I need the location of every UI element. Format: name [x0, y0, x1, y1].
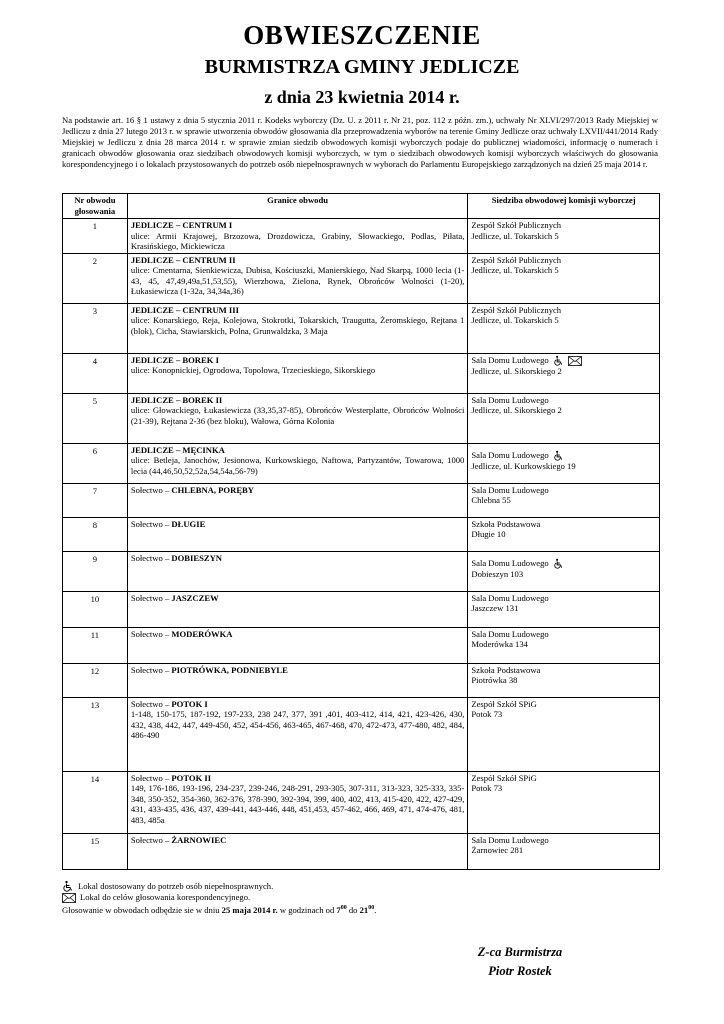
table-row: [63, 219, 660, 254]
seat-name: Zespół Szkół Publicznych: [471, 304, 562, 315]
envelope-icon: [62, 893, 76, 903]
header-boundaries: Granice obwodu: [127, 194, 468, 219]
district-number: 10: [63, 591, 128, 627]
table-row: [63, 627, 660, 663]
district-name: JEDLICZE – CENTRUM II: [130, 254, 236, 265]
wheelchair-icon: [553, 450, 564, 461]
seat-address: Żarnowiec 281: [471, 845, 524, 855]
signature-title: Z-ca Burmistrza: [477, 945, 563, 959]
intro-paragraph: Na podstawie art. 16 § 1 ustawy z dnia 5 stycznia 2011 r. Kodeks wyborczy (Dz. U. z 2011 r. Nr 21, poz. 112 z późn. zm.), uchwały Nr XLVI/297/2013 Rady Miejskiej w Jedliczu z dnia 27 lutego 2013 r. w sprawie utworzenia obwodów głosowania dla przeprowadzenia wyborów na terenie Gminy Jedlicze oraz uchwały LXVII/441/2014 Rady Miejskiej w Jedliczu z dnia 28 marca 2014 r. w sprawie zmian siedzib obwodowych komisji wyborczych podaje do publicznej wiadomości, informację o numerach i granicach obwodów głosowania oraz siedzibach obwodowych komisji wyborczych, w tym o siedzibach obwodowych komisji wyborczych właściwych do głosowania korespondencyjnego i o lokalach przystosowanych do potrzeb osób niepełnosprawnych w wyborach do Parlamentu Europejskiego zarządzonych na dzień 25 maja 2014 r.: [62, 115, 658, 169]
table-row: [63, 393, 660, 443]
district-seat: [468, 353, 660, 393]
seat-address: Jedlicze, ul. Sikorskiego 2: [471, 366, 562, 377]
district-seat: [468, 303, 660, 353]
seat-name: Sala Domu Ludowego: [471, 484, 549, 495]
district-boundaries: [127, 303, 468, 353]
seat-name: Zespół Szkół SPiG: [471, 698, 537, 709]
districts-table: [62, 193, 660, 870]
district-prefix: Sołectwo –: [130, 518, 172, 529]
district-prefix: Sołectwo –: [130, 664, 172, 675]
district-streets: ulice: Armii Krajowej, Brzozowa, Drozdowicza, Grabiny, Słowackiego, Podlas, Piłata, Krasińskiego, Mickiewicza: [130, 230, 465, 251]
table-row: [63, 663, 660, 697]
legend: [62, 880, 376, 916]
district-boundaries: [127, 253, 468, 303]
table-row: [63, 697, 660, 771]
seat-name: Szkoła Podstawowa: [471, 518, 541, 529]
district-boundaries: [127, 663, 468, 697]
seat-address: Długie 10: [471, 529, 506, 539]
seat-name: Sala Domu Ludowego: [471, 354, 549, 365]
district-streets: ulice: Konarskiego, Reja, Kolejowa, Stokrotki, Tokarskich, Traugutta, Żeromskiego, Rejtana 1 (blok), Cicha, Stawiarskich, Polna, Grunwaldzka, 3 Maja: [130, 315, 465, 336]
table-header-row: [63, 194, 660, 219]
wheelchair-icon: [62, 880, 74, 892]
district-prefix: Sołectwo –: [130, 552, 172, 563]
table-row: [63, 353, 660, 393]
district-number: 5: [63, 393, 128, 443]
seat-address: Piotrówka 38: [471, 675, 518, 685]
page-subtitle: BURMISTRZA GMINY JEDLICZE: [204, 56, 520, 78]
time-to: 21: [359, 904, 369, 915]
table-row: [63, 833, 660, 869]
district-name: POTOK I: [171, 698, 208, 709]
district-boundaries: [127, 591, 468, 627]
district-name: JEDLICZE – CENTRUM I: [130, 220, 233, 230]
district-seat: [468, 771, 660, 833]
seat-name: Zespół Szkół Publicznych: [471, 220, 562, 230]
district-streets: ulice: Betleja, Janochów, Jesionowa, Kurkowskiego, Naftowa, Partyzantów, Towarowa, 1000 lecia (44,46,50,52,52a,54,54a,56-79): [130, 455, 465, 476]
seat-address: Dobieszyn 103: [471, 569, 524, 580]
district-boundaries: [127, 219, 468, 254]
seat-address: Jedlicze, ul. Tokarskich 5: [471, 315, 559, 325]
district-seat: [468, 833, 660, 869]
district-number: 3: [63, 303, 128, 353]
table-row: [63, 303, 660, 353]
seat-address: Chlebna 55: [471, 495, 511, 505]
district-seat: [468, 219, 660, 254]
seat-name: Szkoła Podstawowa: [471, 664, 541, 675]
district-seat: [468, 591, 660, 627]
legend-correspondence: [62, 892, 376, 903]
seat-address: Jedlicze, ul. Tokarskich 5: [471, 230, 559, 241]
district-name: JEDLICZE – CENTRUM III: [130, 304, 239, 315]
district-name: JASZCZEW: [171, 592, 219, 603]
district-prefix: Sołectwo –: [130, 592, 172, 603]
district-number: 9: [63, 551, 128, 591]
seat-name: Zespół Szkół SPiG: [471, 772, 537, 783]
voting-info: Głosowanie w obwodach odbędzie sie w dniu 25 maja 2014 r. w godzinach od $7^{00}$ do $21^{00}$.: [62, 904, 377, 915]
table-row: [63, 483, 660, 517]
date-line: z dnia 23 kwietnia 2014 r.: [264, 87, 460, 107]
header-seat: Siedziba obwodowej komisji wyborczej: [468, 194, 660, 219]
district-boundaries: [127, 771, 468, 833]
table-body: [63, 219, 660, 870]
district-seat: [468, 393, 660, 443]
seat-name: Sala Domu Ludowego: [471, 449, 549, 460]
district-name: DŁUGIE: [171, 518, 206, 529]
district-number: 8: [63, 517, 128, 551]
seat-name: Sala Domu Ludowego: [471, 394, 549, 405]
seat-address: Moderówka 134: [471, 639, 528, 649]
legend-accessible-text: Lokal dostosowany do potrzeb osób niepełnosprawnych.: [78, 880, 274, 891]
district-streets: ulice: Konopnickiej, Ogrodowa, Topolowa, Trzecieskiego, Sikorskiego: [130, 365, 376, 375]
district-number: 14: [63, 771, 128, 833]
district-name: POTOK II: [171, 772, 212, 783]
seat-address: Potok 73: [471, 709, 503, 719]
table-row: [63, 551, 660, 591]
district-streets: ulice: Głowackiego, Łukasiewicza (33,35,37-85), Obrońców Westerplatte, Obrońców Wolności (21-39), Rejtana 2-36 (bez bloku), Wałowa, Górna Kolonia: [130, 405, 465, 426]
seat-name: Sala Domu Ludowego: [471, 592, 549, 603]
district-seat: [468, 483, 660, 517]
signature-name: Piotr Rostek: [488, 964, 552, 978]
district-number: 12: [63, 663, 128, 697]
wheelchair-icon: [553, 558, 564, 569]
district-name: JEDLICZE – MĘCINKA: [130, 444, 225, 455]
district-name: ŻARNOWIEC: [171, 834, 227, 845]
district-seat: [468, 697, 660, 771]
district-boundaries: [127, 517, 468, 551]
district-prefix: Sołectwo –: [130, 628, 172, 639]
seat-name: Zespół Szkół Publicznych: [471, 254, 562, 265]
seat-name: Sala Domu Ludowego: [471, 834, 549, 845]
district-number: 1: [63, 219, 128, 254]
district-name: JEDLICZE – BOREK I: [130, 354, 219, 365]
district-seat: [468, 627, 660, 663]
district-name: CHLEBNA, PORĘBY: [171, 484, 254, 495]
district-prefix: Sołectwo –: [130, 772, 172, 783]
district-boundaries: [127, 393, 468, 443]
district-boundaries: [127, 353, 468, 393]
district-streets: 1-148, 150-175, 187-192, 197-233, 238 247, 377, 391 ,401, 403-412, 414, 421, 423-426, 430, 432, 438, 442, 447, 449-450, 452, 454-456, 463-465, 467-468, 470, 472-473, 477-480, 482, 484, 486-490: [130, 709, 465, 740]
district-name: MODERÓWKA: [171, 628, 233, 639]
district-seat: [468, 663, 660, 697]
seat-address: Potok 73: [471, 783, 503, 793]
table-row: [63, 771, 660, 833]
district-number: 4: [63, 353, 128, 393]
district-seat: [468, 517, 660, 551]
district-name: DOBIESZYN: [171, 552, 223, 563]
district-boundaries: [127, 483, 468, 517]
header-nr: Nr obwodu głosowania: [63, 194, 128, 219]
district-streets: ulice: Cmentarna, Sienkiewicza, Dubisa, Kościuszki, Manierskiego, Nad Skarpą, 1000 lecia (1-43, 45, 47,49,49a,51,53,55), Wierzbowa, Zielona, Rynek, Obrońców Wolności (1-20), Łukasiewicza (1-32a, 34,34a,36): [130, 265, 465, 296]
district-boundaries: [127, 833, 468, 869]
district-name: PIOTRÓWKA, PODNIEBYLE: [171, 664, 288, 675]
seat-address: Jedlicze, ul. Tokarskich 5: [471, 265, 559, 275]
table-row: [63, 253, 660, 303]
table-row: [63, 517, 660, 551]
time-from: 7: [336, 904, 341, 915]
district-boundaries: [127, 443, 468, 483]
district-number: 13: [63, 697, 128, 771]
seat-address: Jaszczew 131: [471, 603, 519, 613]
voting-date: 25 maja 2014 r.: [221, 904, 278, 915]
district-boundaries: [127, 627, 468, 663]
legend-accessible: [62, 880, 376, 892]
envelope-icon: [568, 356, 582, 366]
district-boundaries: [127, 551, 468, 591]
district-number: 15: [63, 833, 128, 869]
district-streets: 149, 176-186, 193-196, 234-237, 239-246, 248-291, 293-305, 307-311, 313-323, 325-333, 335-348, 350-352, 354-360, 362-376, 378-390, 392-394, 399, 400, 402, 413, 415-420, 422, 427-429, 431, 433-435, 436, 437, 439-441, 443-446, 448, 451,453, 457-462, 466, 469, 471, 474-476, 481, 483, 485a: [130, 783, 465, 825]
legend-correspondence-text: Lokal do celów głosowania korespondencyjnego.: [80, 892, 251, 902]
seat-name: Sala Domu Ludowego: [471, 557, 549, 568]
district-seat: [468, 551, 660, 591]
district-seat: [468, 443, 660, 483]
district-number: 2: [63, 253, 128, 303]
table-row: [63, 443, 660, 483]
district-prefix: Sołectwo –: [130, 698, 172, 709]
seat-address: Jedlicze, ul. Sikorskiego 2: [471, 405, 562, 415]
district-number: 11: [63, 627, 128, 663]
district-prefix: Sołectwo –: [130, 484, 172, 495]
table-row: [63, 591, 660, 627]
page-title: OBWIESZCZENIE: [243, 20, 481, 50]
district-number: 7: [63, 483, 128, 517]
seat-name: Sala Domu Ludowego: [471, 628, 549, 639]
district-seat: [468, 253, 660, 303]
district-boundaries: [127, 697, 468, 771]
district-name: JEDLICZE – BOREK II: [130, 394, 223, 405]
seat-address: Jedlicze, ul. Kurkowskiego 19: [471, 461, 576, 472]
district-number: 6: [63, 443, 128, 483]
wheelchair-icon: [553, 355, 564, 366]
district-prefix: Sołectwo –: [130, 834, 172, 845]
